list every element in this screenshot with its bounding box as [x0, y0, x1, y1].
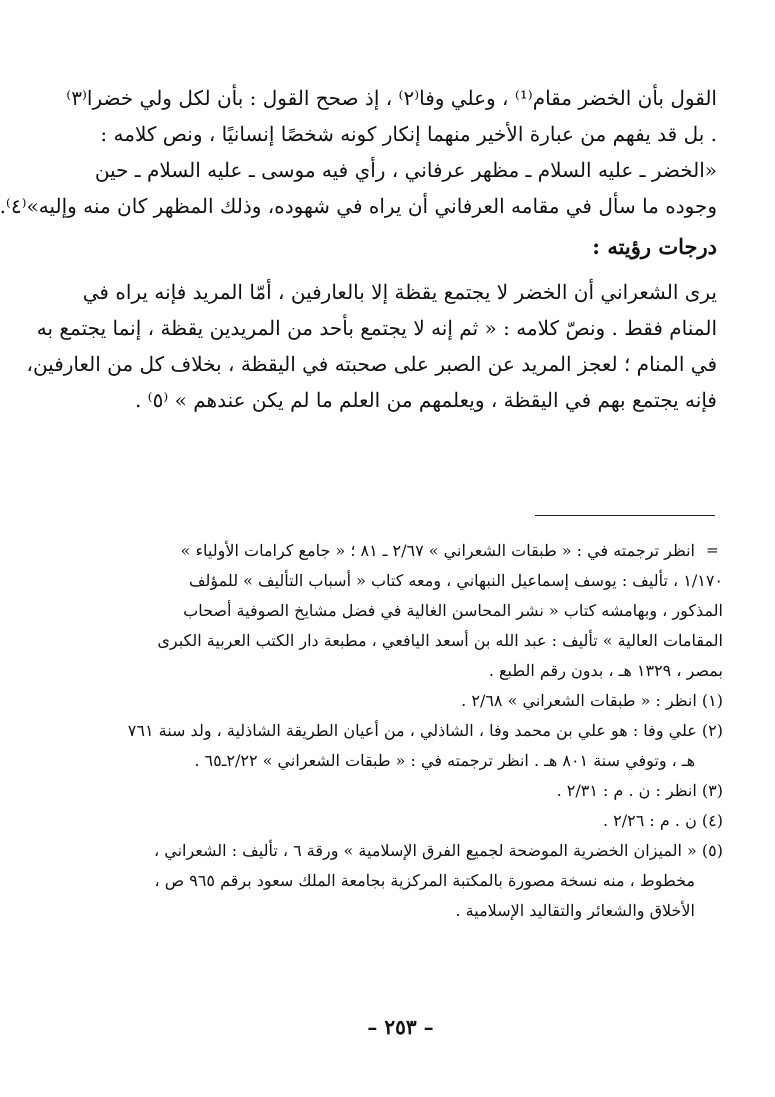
body-line-3: «الخضر ـ عليه السلام ـ مظهر عرفاني ، رأي فيه موسى ـ عليه السلام ـ حين	[94, 158, 717, 182]
body-line-4: وجوده ما سأل في مقامه العرفاني أن يراه في شهوده، وذلك المظهر كان منه وإليه»⁽٤⁾.	[0, 194, 717, 218]
footnote-2: (٢) علي وفا : هو علي بن محمد وفا ، الشاذلي ، من أعيان الطريقة الشاذلية ، ولد سنة ٧٦١	[127, 721, 723, 740]
continuation-mark: =	[706, 541, 719, 559]
footnote-line: ١/١٧٠ ، تأليف : يوسف إسماعيل النبهاني ، ومعه كتاب « أسباب التأليف » للمؤلف	[188, 571, 723, 590]
footnote-line: انظر ترجمته في : « طبقات الشعراني » ٢/٦٧ ـ ٨١ ؛ « جامع كرامات الأولياء »	[180, 541, 695, 560]
footnotes	[83, 536, 723, 926]
footnote-separator	[535, 515, 715, 516]
body-line-2: . بل قد يفهم من عبارة الأخير منهما إنكار كونه شخصًا إنسانيًا ، ونص كلامه :	[100, 122, 717, 146]
footnote-3: (٣) انظر : ن . م : ٢/٣١ .	[556, 781, 723, 800]
body-line-5: يرى الشعراني أن الخضر لا يجتمع يقظة إلا بالعارفين ، أمّا المريد فإنه يراه في	[82, 280, 717, 304]
footnote-4: (٤) ن . م : ٢/٢٦ .	[603, 811, 723, 830]
body-line-1: القول بأن الخضر مقام⁽¹⁾ ، وعلي وفا⁽٢⁾ ، إذ صحح القول : بأن لكل ولي خضرا⁽٣⁾	[66, 86, 717, 110]
body-line-8: فإنه يجتمع بهم في اليقظة ، ويعلمهم من العلم ما لم يكن عندهم » ⁽٥⁾ .	[134, 388, 717, 412]
footnote-5-cont: الأخلاق والشعائر والتقاليد الإسلامية .	[455, 901, 695, 920]
body-line-6: المنام فقط . ونصّ كلامه : « ثم إنه لا يجتمع بأحد من المريدين يقظة ، إنما يجتمع به	[36, 316, 717, 340]
section-heading: درجات رؤيته :	[592, 234, 717, 259]
body-line-7: في المنام ؛ لعجز المريد عن الصبر على صحبته في اليقظة ، بخلاف كل من العارفين،	[26, 352, 717, 376]
page-number: – ٢٥٣ –	[367, 1015, 434, 1039]
footnote-1: (١) انظر : « طبقات الشعراني » ٢/٦٨ .	[461, 691, 723, 710]
main-text	[0, 80, 717, 418]
footnote-2-cont: هـ ، وتوفي سنة ٨٠١ هـ . انظر ترجمته في : « طبقات الشعراني » ٢/٢٢ـ٦٥ .	[194, 751, 695, 770]
footnote-line: المقامات العالية » تأليف : عبد الله بن أسعد اليافعي ، مطبعة دار الكتب العربية الكبرى	[157, 631, 723, 650]
footnote-5-cont: مخطوط ، منه نسخة مصورة بالمكتبة المركزية بجامعة الملك سعود برقم ٩٦٥ ص ،	[154, 871, 695, 890]
footnote-line: بمصر ، ١٣٢٩ هـ ، بدون رقم الطبع .	[488, 661, 723, 680]
footnote-5: (٥) « الميزان الخضرية الموضحة لجميع الفرق الإسلامية » ورقة ٦ ، تأليف : الشعراني ،	[153, 841, 723, 860]
footnote-line: المذكور ، وبهامشه كتاب « نشر المحاسن الغالية في فضل مشايخ الصوفية أصحاب	[183, 601, 723, 620]
